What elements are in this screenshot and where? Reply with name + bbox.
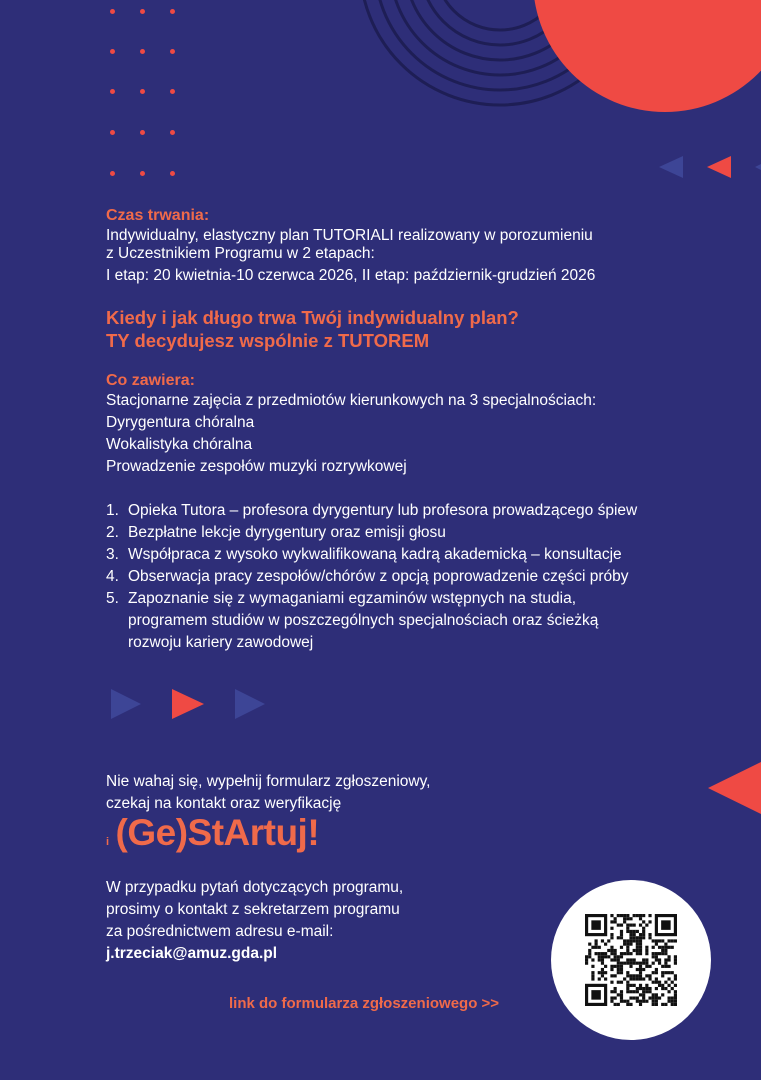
- plan-question-line: Kiedy i jak długo trwa Twój indywidualny plan?: [106, 307, 519, 328]
- decorative-dot: [140, 9, 145, 14]
- decorative-triangle: [659, 156, 683, 178]
- contact-line: za pośrednictwem adresu e-mail:: [106, 923, 334, 940]
- slogan: [106, 812, 319, 854]
- duration-section: [106, 207, 726, 287]
- list-item-text: programem studiów w poszczególnych specjalnościach oraz ścieżką: [128, 612, 599, 629]
- decorative-dot: [170, 171, 175, 176]
- list-item-text: Zapoznanie się z wymaganiami egzaminów wstępnych na studia,: [128, 590, 577, 607]
- contact-email[interactable]: j.trzeciak@amuz.gda.pl: [106, 945, 278, 962]
- decorative-red-circle: [533, 0, 761, 112]
- decorative-triangles-middle: [108, 687, 268, 721]
- decorative-dot: [110, 9, 115, 14]
- benefits-list: [106, 500, 746, 654]
- list-item: [106, 566, 746, 588]
- qr-code-icon[interactable]: [585, 914, 677, 1006]
- decorative-dot: [170, 130, 175, 135]
- list-item: [106, 522, 746, 544]
- duration-line: Indywidualny, elastyczny plan TUTORIALI realizowany w porozumieniu: [106, 227, 593, 244]
- list-item-text: Bezpłatne lekcje dyrygentury oraz emisji głosu: [128, 524, 446, 541]
- decorative-triangle: [708, 762, 761, 814]
- specialty-item: Wokalistyka chóralna: [106, 436, 253, 453]
- decorative-triangles-top: [655, 150, 761, 186]
- contact-line: prosimy o kontakt z sekretarzem programu: [106, 901, 400, 918]
- list-item-number: 1.: [106, 502, 119, 519]
- decorative-dot: [110, 49, 115, 54]
- list-item-text: rozwoju kariery zawodowej: [128, 634, 314, 651]
- slogan-text: (Ge)StArtuj!: [115, 812, 320, 853]
- decorative-dot: [140, 89, 145, 94]
- slogan-prefix: i: [106, 836, 110, 848]
- list-item-text: Współpraca z wysoko wykwalifikowaną kadrą akademicką – konsultacje: [128, 546, 622, 563]
- duration-label: Czas trwania:: [106, 207, 210, 224]
- contents-section: [106, 372, 746, 478]
- list-item-number: 4.: [106, 568, 119, 585]
- list-item: [106, 544, 746, 566]
- decorative-dot: [170, 89, 175, 94]
- cta-section: [106, 771, 566, 815]
- specialty-item: Dyrygentura chóralna: [106, 414, 255, 431]
- list-item: [106, 500, 746, 522]
- play-triangle-icon: [111, 689, 141, 719]
- decorative-dot: [110, 130, 115, 135]
- plan-question-heading: [106, 306, 726, 352]
- qr-circle[interactable]: [551, 880, 711, 1040]
- form-link[interactable]: link do formularza zgłoszeniowego >>: [229, 995, 500, 1012]
- decorative-dot: [170, 49, 175, 54]
- decorative-triangle: [755, 164, 761, 170]
- play-triangle-icon: [235, 689, 265, 719]
- contents-label: Co zawiera:: [106, 372, 195, 389]
- decorative-dot: [170, 9, 175, 14]
- contact-section: [106, 877, 546, 965]
- list-item: [106, 588, 746, 654]
- decorative-dot: [110, 171, 115, 176]
- decorative-dot: [140, 130, 145, 135]
- list-item-number: 5.: [106, 590, 119, 607]
- play-triangle-icon: [172, 689, 204, 719]
- decorative-dot: [140, 49, 145, 54]
- contact-line: W przypadku pytań dotyczących programu,: [106, 879, 404, 896]
- decorative-triangle-right: [706, 760, 761, 816]
- duration-line: z Uczestnikiem Programu w 2 etapach:: [106, 245, 375, 262]
- contents-intro: Stacjonarne zajęcia z przedmiotów kierunkowych na 3 specjalnościach:: [106, 392, 597, 409]
- list-item-text: Opieka Tutora – profesora dyrygentury lub profesora prowadzącego śpiew: [128, 502, 638, 519]
- plan-answer-line: TY decydujesz wspólnie z TUTOREM: [106, 330, 430, 351]
- list-item-number: 2.: [106, 524, 119, 541]
- specialty-item: Prowadzenie zespołów muzyki rozrywkowej: [106, 458, 407, 475]
- decorative-dot: [140, 171, 145, 176]
- cta-line: czekaj na kontakt oraz weryfikację: [106, 795, 342, 812]
- duration-stages: I etap: 20 kwietnia-10 czerwca 2026, II etap: październik-grudzień 2026: [106, 267, 596, 284]
- decorative-dot: [110, 89, 115, 94]
- list-item-number: 3.: [106, 546, 119, 563]
- list-item-text: Obserwacja pracy zespołów/chórów z opcją poprowadzenie części próby: [128, 568, 629, 585]
- decorative-triangle: [707, 156, 731, 178]
- cta-line: Nie wahaj się, wypełnij formularz zgłoszeniowy,: [106, 773, 431, 790]
